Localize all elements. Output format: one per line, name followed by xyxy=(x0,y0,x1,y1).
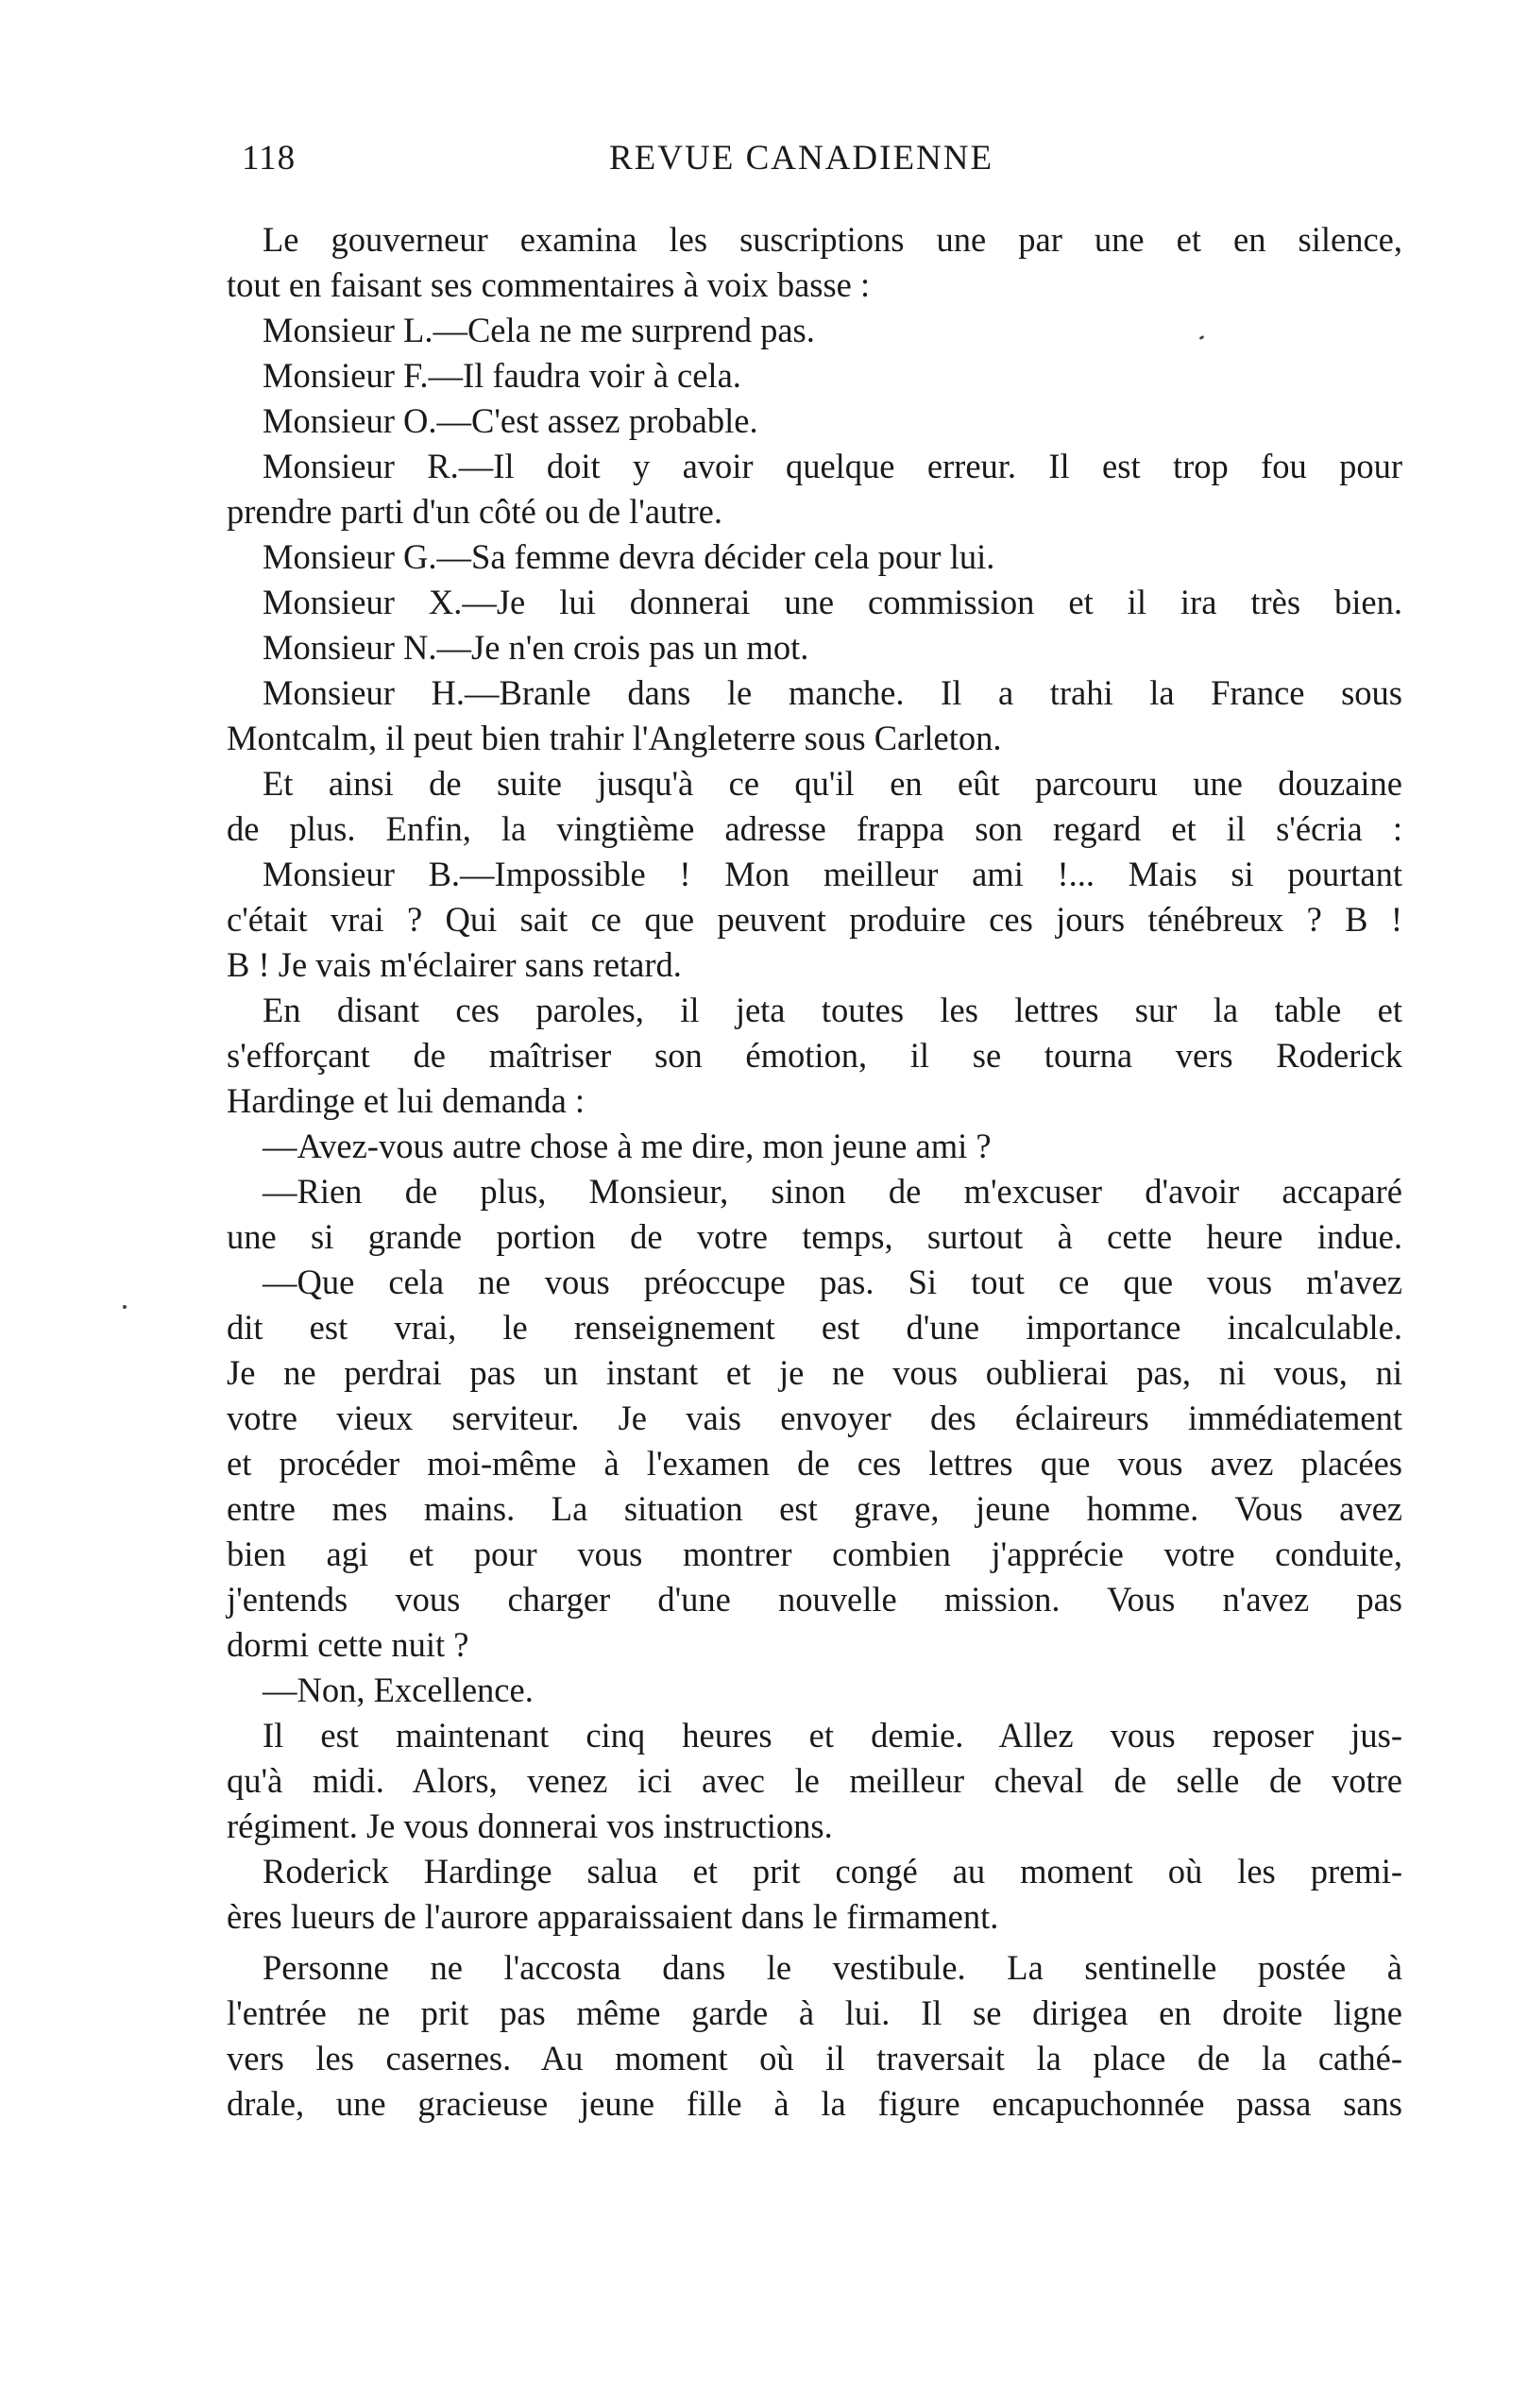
text-line: qu'à midi. Alors, venez ici avec le meilleur cheval de selle de votre xyxy=(227,1761,1402,1800)
text-line: Monsieur X.—Je lui donnerai une commission et il ira très bien. xyxy=(263,583,1402,621)
text-line: régiment. Je vous donnerai vos instructions. xyxy=(227,1806,833,1845)
text-line: Monsieur R.—Il doit y avoir quelque erreur. Il est trop fou pour xyxy=(263,447,1402,485)
text-line: l'entrée ne prit pas même garde à lui. Il se dirigea en droite ligne xyxy=(227,1993,1402,2032)
text-line: —Avez-vous autre chose à me dire, mon jeune ami ? xyxy=(263,1127,992,1165)
text-line: drale, une gracieuse jeune fille à la figure encapuchonnée passa sans xyxy=(227,2084,1402,2123)
running-title: REVUE CANADIENNE xyxy=(609,139,994,178)
text-line: Et ainsi de suite jusqu'à ce qu'il en eût parcouru une douzaine xyxy=(263,764,1402,803)
text-line: j'entends vous charger d'une nouvelle mission. Vous n'avez pas xyxy=(227,1580,1402,1619)
running-header xyxy=(236,138,1398,187)
text-line: c'était vrai ? Qui sait ce que peuvent produire ces jours ténébreux ? B ! xyxy=(227,900,1402,939)
text-line: Montcalm, il peut bien trahir l'Angleterre sous Carleton. xyxy=(227,719,1002,757)
text-line: —Que cela ne vous préoccupe pas. Si tout ce que vous m'avez xyxy=(263,1263,1402,1301)
text-line: Monsieur N.—Je n'en crois pas un mot. xyxy=(263,628,809,667)
text-line: entre mes mains. La situation est grave, jeune homme. Vous avez xyxy=(227,1489,1402,1528)
text-line: Monsieur O.—C'est assez probable. xyxy=(263,401,758,440)
body-text xyxy=(227,217,1402,2127)
text-line: votre vieux serviteur. Je vais envoyer des éclaireurs immédiatement xyxy=(227,1399,1402,1437)
text-line: dit est vrai, le renseignement est d'une importance incalculable. xyxy=(227,1308,1402,1347)
text-line: —Non, Excellence. xyxy=(263,1670,534,1709)
text-line: En disant ces paroles, il jeta toutes les lettres sur la table et xyxy=(263,991,1402,1029)
text-line: Monsieur L.—Cela ne me surprend pas. xyxy=(263,311,815,349)
text-line: et procéder moi-même à l'examen de ces lettres que vous avez placées xyxy=(227,1444,1402,1483)
text-line: Monsieur F.—Il faudra voir à cela. xyxy=(263,356,741,395)
text-line: Je ne perdrai pas un instant et je ne vous oublierai pas, ni vous, ni xyxy=(227,1353,1402,1392)
text-line: Hardinge et lui demanda : xyxy=(227,1081,586,1120)
text-line: de plus. Enfin, la vingtième adresse frappa son regard et il s'écria : xyxy=(227,809,1402,848)
text-line: vers les casernes. Au moment où il traversait la place de la cathé- xyxy=(227,2039,1402,2077)
text-line: Monsieur H.—Branle dans le manche. Il a trahi la France sous xyxy=(263,673,1402,712)
text-line: dormi cette nuit ? xyxy=(227,1625,469,1664)
text-line: ères lueurs de l'aurore apparaissaient dans le firmament. xyxy=(227,1897,999,1936)
text-line: B ! Je vais m'éclairer sans retard. xyxy=(227,945,682,984)
text-line: Monsieur G.—Sa femme devra décider cela pour lui. xyxy=(263,537,995,576)
text-line: bien agi et pour vous montrer combien j'apprécie votre conduite, xyxy=(227,1535,1402,1573)
text-line: prendre parti d'un côté ou de l'autre. xyxy=(227,492,722,531)
text-line: —Rien de plus, Monsieur, sinon de m'excuser d'avoir accaparé xyxy=(263,1172,1402,1211)
text-line: Personne ne l'accosta dans le vestibule. La sentinelle postée à xyxy=(263,1948,1402,1987)
text-line: une si grande portion de votre temps, surtout à cette heure indue. xyxy=(227,1217,1402,1256)
page-number: 118 xyxy=(242,139,297,178)
text-line: Roderick Hardinge salua et prit congé au moment où les premi- xyxy=(263,1852,1402,1891)
text-line: Monsieur B.—Impossible ! Mon meilleur ami !... Mais si pourtant xyxy=(263,855,1402,893)
text-line: Le gouverneur examina les suscriptions une par une et en silence, xyxy=(263,220,1402,259)
text-line: tout en faisant ses commentaires à voix basse : xyxy=(227,265,871,304)
text-line: s'efforçant de maîtriser son émotion, il se tourna vers Roderick xyxy=(227,1036,1402,1075)
scan-speck xyxy=(123,1305,127,1309)
text-line: Il est maintenant cinq heures et demie. Allez vous reposer jus- xyxy=(263,1716,1402,1755)
